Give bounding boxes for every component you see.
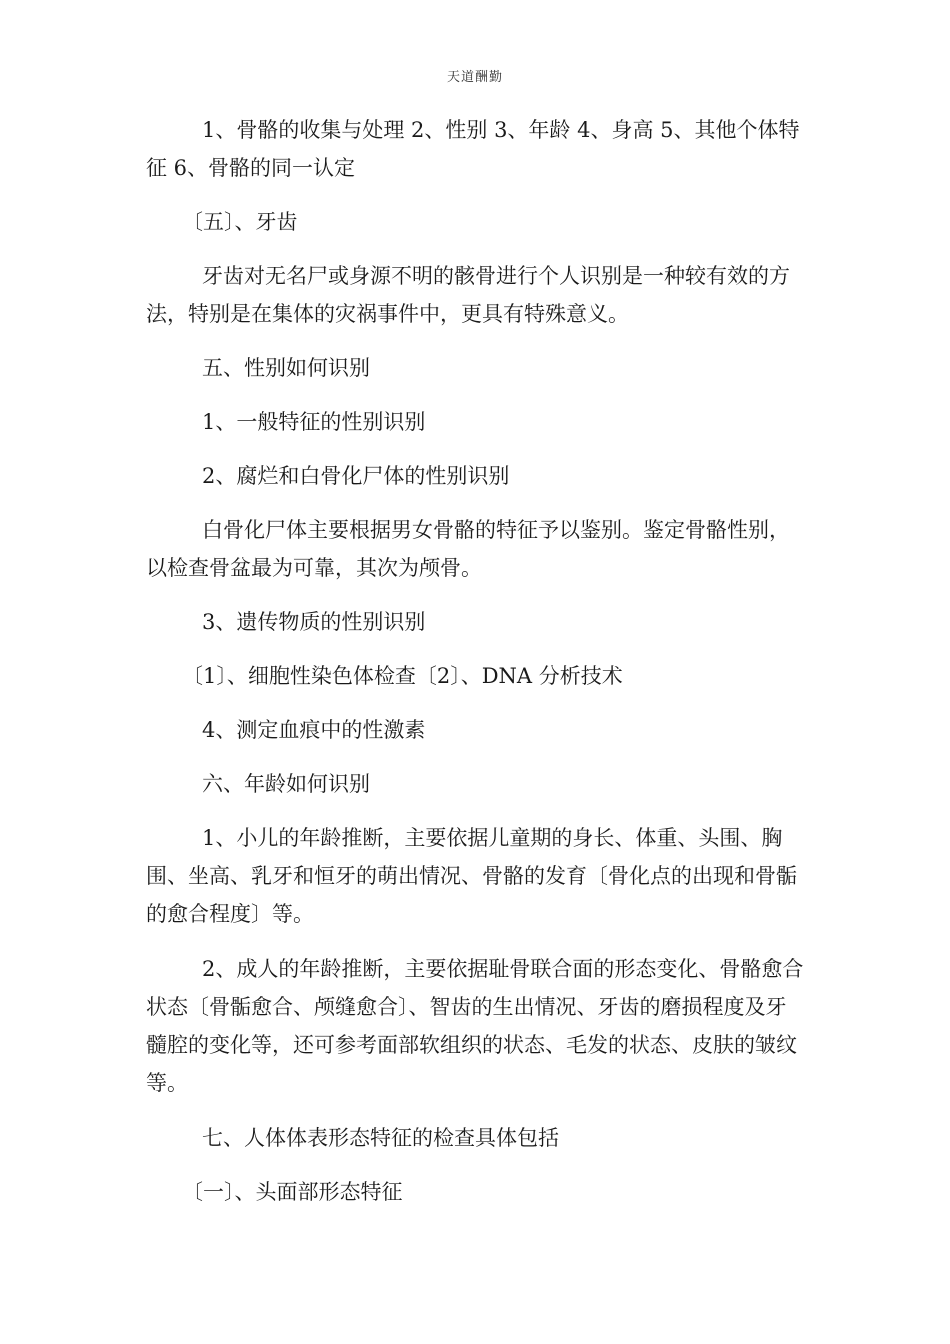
paragraph-teeth: 牙齿对无名尸或身源不明的骸骨进行个人识别是一种较有效的方法，特别是在集体的灾祸事件中，更具有特殊意义。 bbox=[146, 264, 790, 326]
heading-teeth: 〔五〕、牙齿 bbox=[182, 210, 298, 234]
item-hormone: 4、测定血痕中的性激素 bbox=[202, 718, 426, 742]
heading-age-identification: 六、年龄如何识别 bbox=[202, 772, 370, 796]
heading-body-features: 七、人体体表形态特征的检查具体包括 bbox=[202, 1126, 559, 1150]
paragraph-skeleton-sex: 白骨化尸体主要根据男女骨骼的特征予以鉴别。鉴定骨骼性别，以检查骨盆最为可靠，其次为颅骨。 bbox=[146, 518, 790, 580]
item-decomposed-sex: 2、腐烂和白骨化尸体的性别识别 bbox=[202, 464, 510, 488]
item-genetic-sex: 3、遗传物质的性别识别 bbox=[202, 610, 426, 634]
item-chromosome-dna: 〔1〕、细胞性染色体检查〔2〕、DNA 分析技术 bbox=[182, 664, 623, 688]
paragraph-skeleton-items: 1、骨骼的收集与处理 2、性别 3、年龄 4、身高 5、其他个体特征 6、骨骼的同一认定 bbox=[146, 118, 800, 180]
paragraph-child-age: 1、小儿的年龄推断，主要依据儿童期的身长、体重、头围、胸围、坐高、乳牙和恒牙的萌出情况、骨骼的发育〔骨化点的出现和骨骺的愈合程度〕等。 bbox=[146, 826, 797, 926]
page-header: 天道酬勤 bbox=[446, 70, 503, 85]
heading-head-face: 〔一〕、头面部形态特征 bbox=[182, 1180, 403, 1204]
heading-sex-identification: 五、性别如何识别 bbox=[202, 356, 370, 380]
paragraph-adult-age: 2、成人的年龄推断，主要依据耻骨联合面的形态变化、骨骼愈合状态〔骨骺愈合、颅缝愈合〕、智齿的生出情况、牙齿的磨损程度及牙髓腔的变化等，还可参考面部软组织的状态、毛发的状态、皮肤的皱纹等。 bbox=[146, 957, 804, 1095]
item-general-sex: 1、一般特征的性别识别 bbox=[202, 410, 426, 434]
